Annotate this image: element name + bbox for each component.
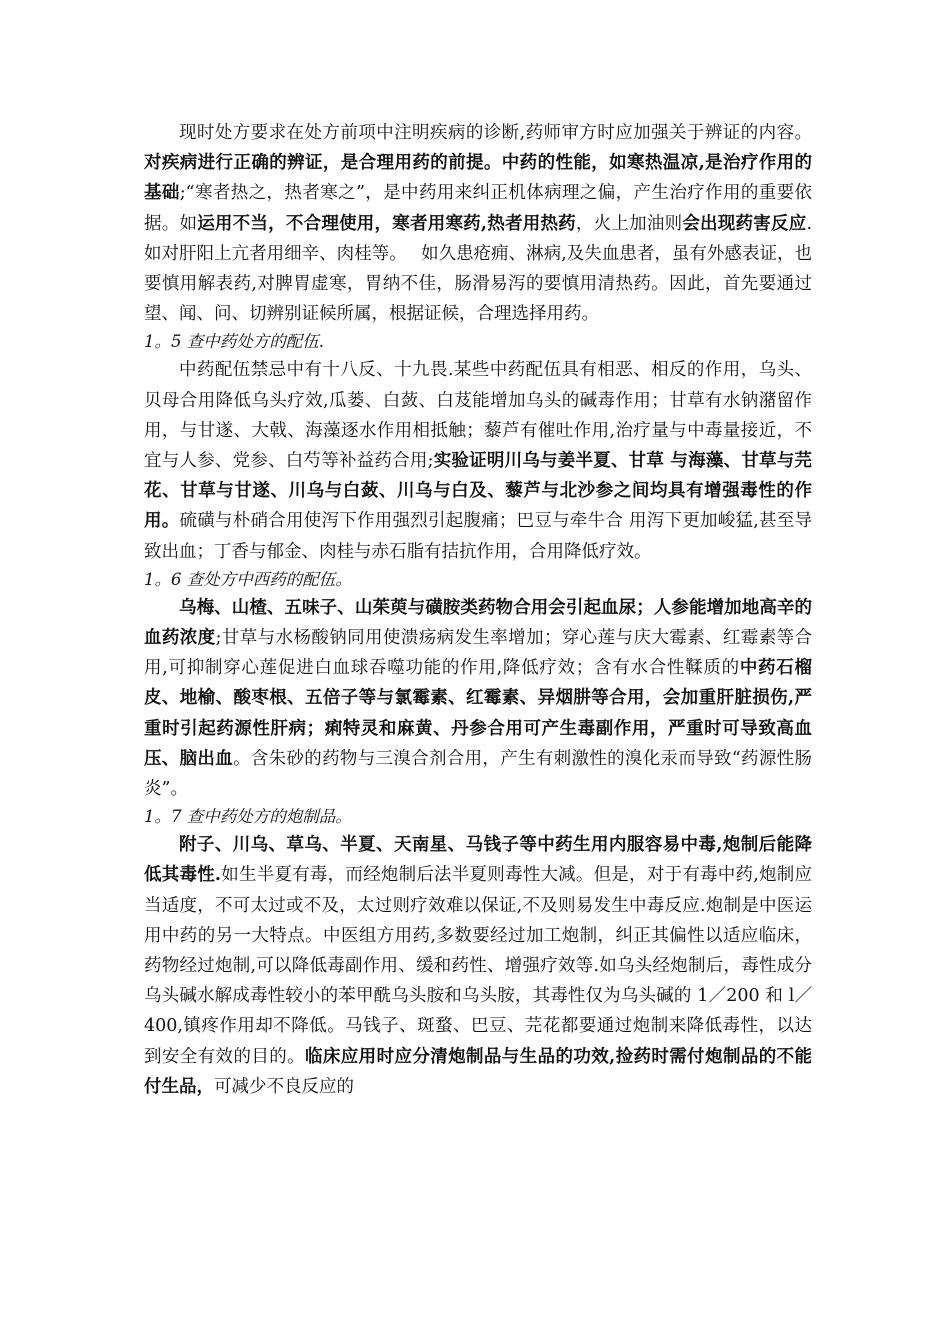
text-run-bold: 中药石榴皮、地榆、酸枣根、五倍子等与氯霉素、红霉素、异烟肼等合用，会加重肝脏损伤,严重时引起药源性肝病；痢特灵和麻黄、丹参合用可产生毒副作用，严重时可导致高血压、脑出血 (144, 658, 813, 769)
text-run-bold: 对疾病进行正确的辨证，是合理用药的前提。中药的性能，如寒热温凉,是治疗作用的基础 (144, 153, 812, 204)
text-run: 硫磺与朴硝合用使泻下作用强烈引起腹痛；巴豆与牵牛合 用泻下更加峻猛,甚至导致出血；丁香与郁金、肉桂与赤石脂有拮抗作用，合用降低疗效。 (144, 511, 813, 562)
text-run: 可减少不良反应的 (214, 1076, 354, 1097)
paragraph-processing (144, 830, 812, 1102)
text-run-bold: 运用不当，不合理使用，寒者用寒药,热者用热药 (197, 213, 576, 234)
paragraph-herb-drug-interactions (144, 593, 812, 804)
text-run: ;甘草与水杨酸钠同用使溃疡病发生率增加；穿心莲与庆大霉素、红霉素等合用,可抑制穿心莲促进白血球吞噬功能的作用,降低疗效；含有水合性鞣质的 (144, 628, 812, 679)
text-run-bold: 会出现药害反应 (682, 213, 807, 234)
text-run: ;“寒者热之，热者寒之”，是中药用来纠正机体病理之偏，产生治疗作用的重要依据。如 (144, 183, 813, 234)
text-run-bold: 实验证明川乌与姜半夏、甘草 与海藻、甘草与芫花、甘草与甘遂、川乌与白蔹、川乌与白及、藜芦与北沙参之间均具有增强毒性的作用。 (144, 451, 812, 532)
text-run: 中药配伍禁忌中有十八反、十九畏.某些中药配伍具有相恶、相反的作用，乌头、贝母合用降低乌头疗效,瓜蒌、白蔹、白芨能增加乌头的碱毒作用；甘草有水钠潴留作用，与甘遂、大戟、海藻逐水作用相抵触；藜芦有催吐作用,治疗量与中毒量接近，不宜与人参、党参、白芍等补益药合用; (144, 360, 812, 472)
text-run-bold: 附子、川乌、草乌、半夏、天南星、马钱子等中药生用内服容易中毒,炮制后能降低其毒性. (144, 835, 812, 886)
text-run: .如对肝阳上亢者用细辛、肉桂等。 如久患疮痈、淋病,及失血患者，虽有外感表证，也要慎用解表药,对脾胃虚寒，胃纳不佳，肠滑易泻的要慎用清热药。因此，首先要通过望、闻、问、切辨别证候所属，根据证候，合理选择用药。 (144, 213, 813, 325)
text-run: 现时处方要求在处方前项中注明疾病的诊断,药师审方时应加强关于辨证的内容。 (179, 123, 812, 143)
text-run-bold: 乌梅、山楂、五味子、山茱萸与磺胺类药物合用会引起血尿；人参能增加地高辛的血药浓度 (144, 597, 812, 649)
text-run: ，火上加油则 (575, 213, 683, 234)
document-body (144, 118, 812, 1102)
paragraph-compatibility (144, 355, 812, 566)
section-heading-1-7: 1。7 查中药处方的炮制品。 (144, 807, 352, 827)
text-run: 。含朱砂的药物与三溴合剂合用，产生有刺激性的溴化汞而导致“药源性肠炎”。 (144, 748, 812, 800)
paragraph-diagnosis (144, 118, 812, 329)
text-run-bold: 临床应用时应分清炮制品与生品的功效,捡药时需付炮制品的不能付生品， (144, 1046, 813, 1097)
text-run: 如生半夏有毒，而经炮制后法半夏则毒性大减。但是，对于有毒中药,炮制应当适度，不可太过或不及，太过则疗效难以保证,不及则易发生中毒反应.炮制是中医运用中药的另一大特点。中医组方用药,多数要经过加工炮制，纠正其偏性以适应临床，药物经过炮制,可以降低毒副作用、缓和药性、增强疗效等.如乌头经炮制后，毒性成分乌头碱水解成毒性较小的苯甲酰乌头胺和乌头胺，其毒性仅为乌头碱的 1／200 和 l／400,镇疼作用却不降低。马钱子、斑蝥、巴豆、芫花都要通过炮制来降低毒性，以达到安全有效的目的。 (144, 865, 813, 1067)
section-heading-1-6: 1。6 查处方中西药的配伍。 (144, 569, 352, 589)
section-heading-1-5: 1。5 查中药处方的配伍. (144, 332, 324, 352)
